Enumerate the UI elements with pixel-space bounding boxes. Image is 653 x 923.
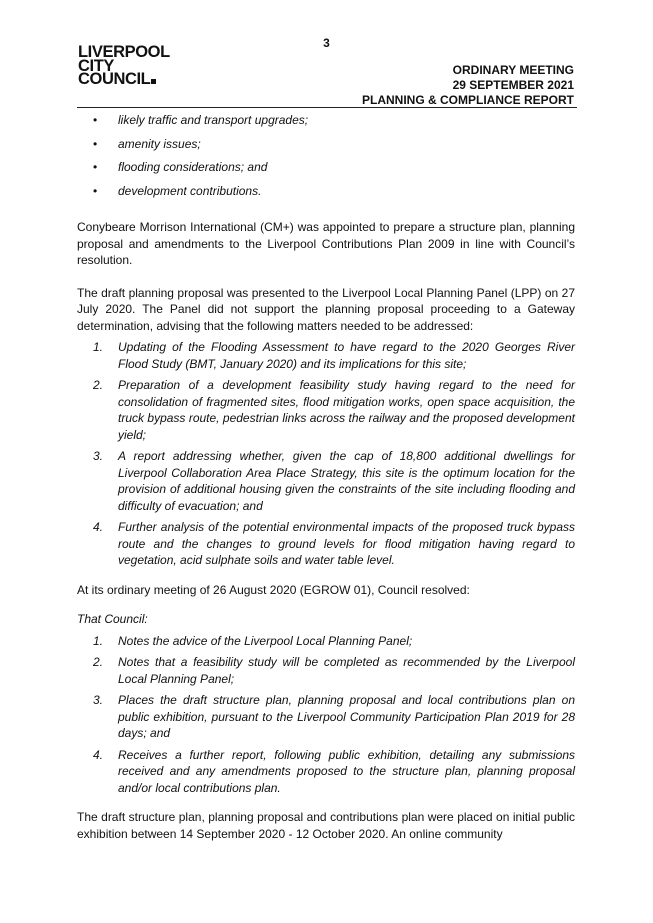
list-item — [77, 448, 575, 514]
bullet-list — [77, 112, 575, 199]
report-header — [362, 63, 574, 108]
list-number: 1. — [93, 340, 104, 354]
bullet-text: flooding considerations; and — [118, 160, 268, 174]
logo-line-3 — [78, 70, 170, 88]
paragraph-that-council: That Council: — [77, 612, 148, 626]
logo-line-3-text: COUNCIL — [78, 70, 151, 88]
list-number: 4. — [93, 747, 104, 762]
list-number: 2. — [93, 655, 104, 669]
list-number: 3. — [93, 449, 104, 463]
page-number: 3 — [323, 36, 330, 50]
list-text: Preparation of a development feasibility study having regard to the need for consolidation of fragmented sites, flood mitigation works, open space acquisition, the truck bypass route, pedestrian links across the railway and the proposed development yield; — [118, 378, 575, 442]
lpp-matters-list — [77, 339, 575, 569]
list-item — [77, 339, 575, 372]
list-text: Notes the advice of the Liverpool Local Planning Panel; — [118, 633, 413, 648]
list-item — [77, 747, 575, 797]
bullet-item — [77, 159, 575, 176]
list-text: Further analysis of the potential environmental impacts of the proposed truck bypass route and the changes to ground levels for flood mitigation having regard to vegetation, acid sulphate soils and water table level. — [118, 520, 575, 567]
resolution-list — [77, 633, 575, 797]
document-body — [77, 112, 575, 842]
list-number: 1. — [93, 633, 104, 648]
logo-dot-icon — [151, 79, 156, 84]
paragraph-lpp: The draft planning proposal was presented to the Liverpool Local Planning Panel (LPP) on 27 July 2020. The Panel did not support the planning proposal proceeding to a Gateway determination, advising that the following matters needed to be addressed: — [77, 285, 575, 333]
bullet-text: amenity issues; — [118, 136, 201, 151]
list-number: 2. — [93, 378, 104, 392]
list-text: A report addressing whether, given the cap of 18,800 additional dwellings for Liverpool Collaboration Area Place Strategy, this site is the optimum location for the provision of additional housing given the constraints of the site including flooding and difficulty of evacuation; and — [118, 449, 575, 513]
logo-line-2: CITY — [78, 56, 114, 75]
list-number: 4. — [93, 520, 104, 534]
report-title: PLANNING & COMPLIANCE REPORT — [361, 93, 574, 107]
bullet-icon: • — [93, 113, 98, 127]
list-text: Receives a further report, following public exhibition, detailing any submissions received and any amendments proposed to the structure plan, planning proposal and/or local contributions plan. — [118, 747, 575, 795]
meeting-type: ORDINARY MEETING — [452, 63, 574, 77]
list-item — [77, 377, 575, 443]
list-item — [77, 692, 575, 742]
list-number: 3. — [93, 693, 104, 707]
list-text: Places the draft structure plan, planning proposal and local contributions plan on public exhibition, pursuant to the Liverpool Community Participation Plan 2019 for 28 days; and — [118, 693, 575, 740]
bullet-icon: • — [93, 183, 98, 198]
list-item — [77, 519, 575, 569]
bullet-text: likely traffic and transport upgrades; — [118, 113, 309, 127]
meeting-date: 29 SEPTEMBER 2021 — [452, 78, 574, 92]
header-divider — [77, 107, 577, 108]
paragraph-exhibition: The draft structure plan, planning proposal and contributions plan were placed on initial public exhibition between 14 September 2020 - 12 October 2020. An online community — [77, 810, 575, 841]
bullet-icon: • — [93, 160, 98, 174]
list-text: Notes that a feasibility study will be completed as recommended by the Liverpool Local Planning Panel; — [118, 655, 575, 686]
bullet-text: development contributions. — [118, 183, 262, 198]
paragraph-consultant: Conybeare Morrison International (CM+) was appointed to prepare a structure plan, planning proposal and amendments to the Liverpool Contributions Plan 2009 in line with Council’s resolution. — [77, 220, 575, 267]
council-logo — [78, 43, 170, 88]
logo-line-1: LIVERPOOL — [78, 43, 170, 61]
bullet-item — [77, 112, 575, 129]
list-text: Updating of the Flooding Assessment to have regard to the 2020 Georges River Flood Study (BMT, January 2020) and its implications for this site; — [118, 340, 575, 371]
list-item — [77, 654, 575, 687]
bullet-item — [77, 183, 575, 200]
list-item — [77, 633, 575, 650]
paragraph-resolution: At its ordinary meeting of 26 August 2020 (EGROW 01), Council resolved: — [77, 582, 470, 597]
bullet-item — [77, 136, 575, 153]
bullet-icon: • — [93, 136, 98, 151]
